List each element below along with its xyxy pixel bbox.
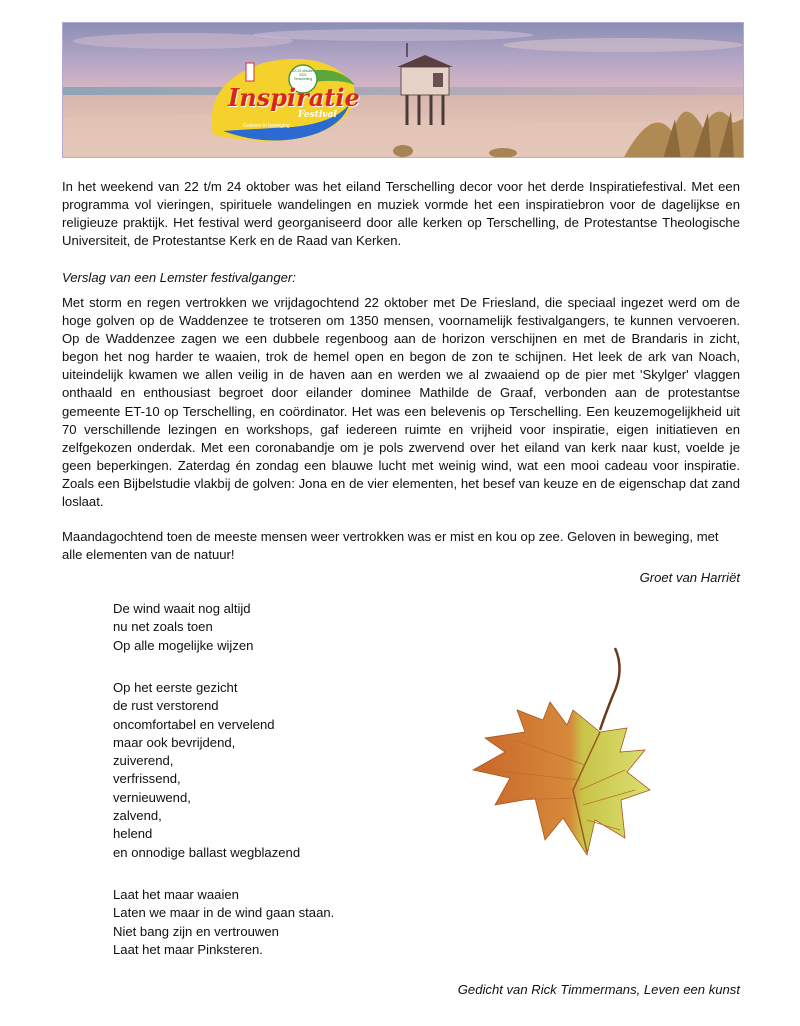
poem-line: De wind waait nog altijd <box>113 601 251 616</box>
intro-paragraph: In het weekend van 22 t/m 24 oktober was het eiland Terschelling decor voor het derde Inspiratiefestival. Met een programma vol vieringen, spirituele wandelingen en muziek vormde het een inspiratiebron voor de dagelijkse en religieuze praktijk. Het festival werd georganiseerd door alle kerken op Terschelling, de Protestantse Theologische Universiteit, de Protestantse Kerk en de Raad van Kerken. <box>62 179 740 249</box>
logo-tagline: Geloven in beweging <box>243 123 290 129</box>
report-heading: Verslag van een Lemster festivalganger: <box>62 270 296 285</box>
logo-title: Inspiratie <box>228 83 360 112</box>
poem-line: vernieuwend, <box>113 789 191 805</box>
report-closing: Maandagochtend toen de meeste mensen weer vertrokken was er mist en kou op zee. Geloven in beweging, met alle elementen van de natuur! <box>62 529 719 563</box>
logo-badge: 22-24 oktober 2021 Terschelling <box>292 69 314 81</box>
autumn-leaf-image <box>455 640 655 870</box>
poem-line: oncomfortabel en vervelend <box>113 716 275 732</box>
poem-line: de rust verstorend <box>113 698 219 714</box>
poem-line: helend <box>113 826 153 842</box>
beach-scene-image <box>63 23 744 158</box>
poem-line: Laat het maar waaien <box>113 887 239 902</box>
poem-line: Laten we maar in de wind gaan staan. <box>113 905 335 921</box>
poem-line: Laat het maar Pinksteren. <box>113 941 263 957</box>
poem-stanza-2 <box>113 679 300 862</box>
festival-banner <box>62 22 744 158</box>
poem-line: en onnodige ballast wegblazend <box>113 844 301 860</box>
poem-line: zuiverend, <box>113 753 174 769</box>
poem-stanza-1 <box>113 600 253 655</box>
poem-credit: Gedicht van Rick Timmermans, Leven een kunst <box>457 982 740 997</box>
logo-subtitle: Festival <box>298 110 337 120</box>
poem-line: nu net zoals toen <box>113 619 213 635</box>
poem-line: zalvend, <box>113 808 162 824</box>
poem-line: Niet bang zijn en vertrouwen <box>113 923 279 939</box>
poem-line: maar ook bevrijdend, <box>113 734 236 750</box>
report-paragraph: Met storm en regen vertrokken we vrijdagochtend 22 oktober met De Friesland, die speciaal ingezet werd om de hoge golven op de Waddenzee te trotseren om 1350 mensen, voornamelijk festivalgangers, te kunnen vervoeren. Op de Waddenzee zagen we een dubbele regenboog aan de horizon verschijnen en met de Brandaris in zicht, begon het nog harder te waaien, trok de hemel open en begon de zon te schijnen. Het leek de ark van Noach, uiteindelijk kwamen we allen veilig in de haven aan en werden we al zwaaiend op de pier met 'Skylger' vlaggen onthaald en enthousiast begroet door eilander dominee Mathilde de Graaf, verbonden aan de protestantse gemeente ET-10 op Terschelling, en coördinator. Het was een belevenis op Terschelling. Een keuzemogelijkheid uit 70 verschillende lezingen en workshops, gaf iedereen ruimte en vrijheid voor inspiratie, eigen initiatieven en zelfgekozen onderdak. Met een coronabandje om je pols zwervend over het eiland van kerk naar kust, voelde je geen beperkingen. Zaterdag én zondag een blauwe lucht met weinig wind, wat een mooi cadeau voor inspiratie. Zoals een Bijbelstudie vlakbij de golven: Jona en de vier elementen, het besef van keuze en de eigenschap dat zand loslaat. <box>62 295 740 510</box>
poem-line: verfrissend, <box>113 771 181 787</box>
poem-stanza-3 <box>113 886 334 959</box>
poem-line: Op het eerste gezicht <box>113 680 238 695</box>
report-signature: Groet van Harriët <box>639 570 740 585</box>
poem-line: Op alle mogelijke wijzen <box>113 637 254 653</box>
